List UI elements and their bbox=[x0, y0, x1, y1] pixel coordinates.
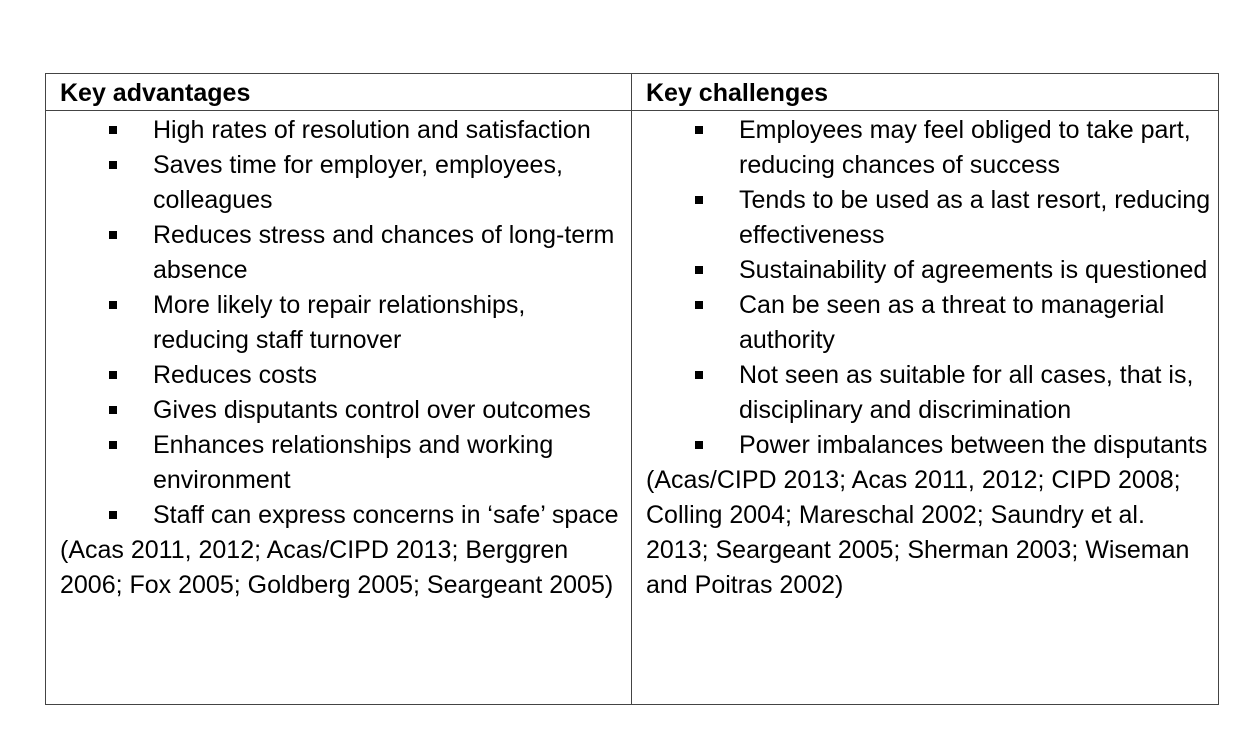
square-bullet-icon bbox=[695, 441, 703, 449]
square-bullet-icon bbox=[695, 266, 703, 274]
list-item: Reduces stress and chances of long-term absence bbox=[60, 218, 627, 288]
advantages-references: (Acas 2011, 2012; Acas/CIPD 2013; Berggren 2006; Fox 2005; Goldberg 2005; Seargeant 2005) bbox=[60, 536, 614, 599]
square-bullet-icon bbox=[109, 406, 117, 414]
advantages-cell bbox=[46, 111, 632, 704]
list-item: Tends to be used as a last resort, reducing effectiveness bbox=[646, 183, 1214, 253]
list-item: Employees may feel obliged to take part, reducing chances of success bbox=[646, 113, 1214, 183]
comparison-table bbox=[45, 73, 1219, 705]
challenges-list bbox=[646, 113, 1214, 463]
list-item: Staff can express concerns in ‘safe’ space bbox=[60, 498, 627, 533]
list-item: Gives disputants control over outcomes bbox=[60, 393, 627, 428]
list-item: Saves time for employer, employees, colleagues bbox=[60, 148, 627, 218]
list-item: More likely to repair relationships, reducing staff turnover bbox=[60, 288, 627, 358]
square-bullet-icon bbox=[109, 231, 117, 239]
advantages-list bbox=[60, 113, 627, 533]
square-bullet-icon bbox=[109, 371, 117, 379]
list-item: Enhances relationships and working environment bbox=[60, 428, 627, 498]
header-key-advantages: Key advantages bbox=[46, 74, 632, 111]
list-item: Can be seen as a threat to managerial authority bbox=[646, 288, 1214, 358]
challenges-cell bbox=[632, 111, 1218, 704]
header-key-challenges: Key challenges bbox=[632, 74, 1218, 111]
list-item: High rates of resolution and satisfaction bbox=[60, 113, 627, 148]
list-item: Not seen as suitable for all cases, that is, disciplinary and discrimination bbox=[646, 358, 1214, 428]
list-item: Reduces costs bbox=[60, 358, 627, 393]
square-bullet-icon bbox=[695, 126, 703, 134]
list-item: Power imbalances between the disputants bbox=[646, 428, 1214, 463]
list-item: Sustainability of agreements is questioned bbox=[646, 253, 1214, 288]
square-bullet-icon bbox=[109, 301, 117, 309]
square-bullet-icon bbox=[695, 196, 703, 204]
square-bullet-icon bbox=[109, 441, 117, 449]
square-bullet-icon bbox=[695, 301, 703, 309]
square-bullet-icon bbox=[695, 371, 703, 379]
square-bullet-icon bbox=[109, 511, 117, 519]
square-bullet-icon bbox=[109, 126, 117, 134]
square-bullet-icon bbox=[109, 161, 117, 169]
challenges-references: (Acas/CIPD 2013; Acas 2011, 2012; CIPD 2008; Colling 2004; Mareschal 2002; Saundry et al. 2013; Seargeant 2005; Sherman 2003; Wiseman and Poitras 2002) bbox=[646, 466, 1190, 599]
